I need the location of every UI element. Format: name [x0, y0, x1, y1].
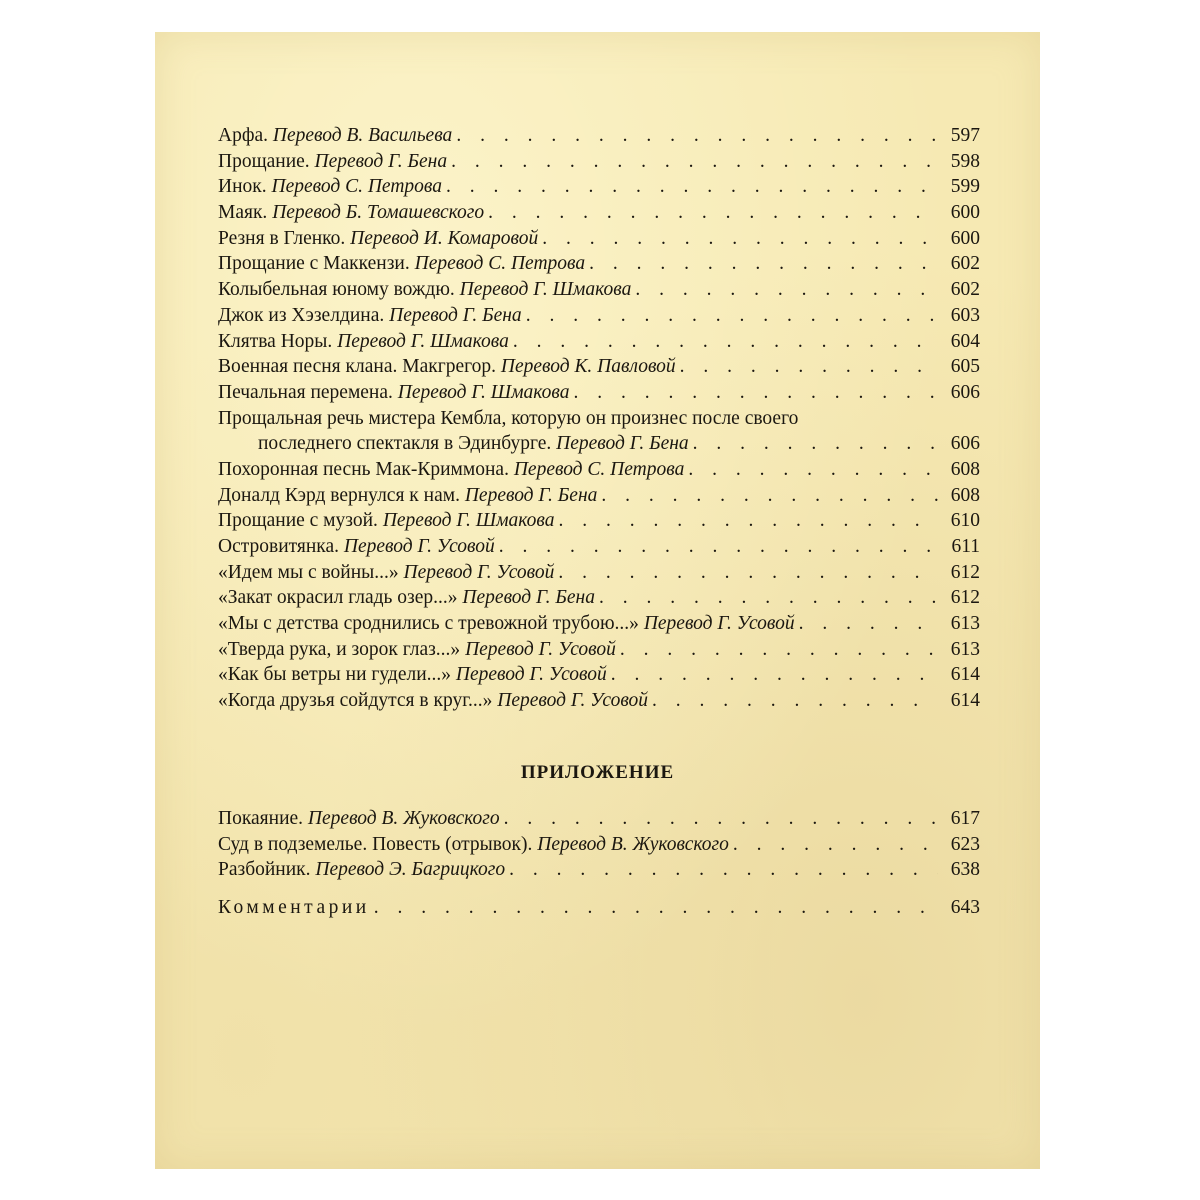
entry-page: 614	[950, 664, 980, 686]
toc-entry	[218, 380, 980, 406]
entry-title: Разбойник.	[218, 859, 311, 881]
entry-page: 602	[950, 253, 980, 275]
entry-page: 612	[950, 587, 980, 609]
entry-page: 610	[950, 510, 980, 532]
entry-translator: Перевод Г. Шмакова	[459, 279, 632, 301]
toc-entry	[218, 200, 980, 226]
entry-page: 643	[950, 897, 980, 919]
dot-leader	[504, 808, 938, 830]
dot-leader	[573, 380, 938, 406]
toc-entry	[218, 406, 980, 457]
toc-entry	[218, 277, 980, 303]
entry-page: 606	[950, 433, 980, 455]
entry-translator: Перевод Г. Шмакова	[382, 510, 555, 532]
toc-entry	[218, 585, 980, 611]
dot-leader	[526, 303, 938, 329]
entry-page: 608	[950, 484, 980, 506]
entry-translator: Перевод Г. Усовой	[497, 690, 649, 712]
entry-translator: Перевод В. Жуковского	[307, 808, 500, 829]
entry-title: Резня в Гленко.	[218, 227, 346, 249]
dot-leader	[599, 585, 938, 611]
toc-entry	[218, 688, 980, 714]
entry-translator: Перевод Э. Багрицкого	[315, 859, 506, 881]
dot-leader	[451, 149, 938, 175]
entry-translator: Перевод Г. Усовой	[643, 613, 795, 635]
entry-title: Суд в подземелье. Повесть (отрывок).	[218, 833, 533, 855]
entry-title: «Идем мы с войны...»	[218, 561, 399, 583]
entry-title: Инок.	[218, 176, 267, 198]
toc-entry	[218, 329, 980, 355]
entry-translator: Перевод Г. Усовой	[455, 664, 607, 686]
dot-leader	[499, 534, 938, 560]
toc-entry	[218, 251, 980, 277]
entry-title-continuation: последнего спектакля в Эдинбурге.	[258, 433, 552, 455]
dot-leader	[635, 277, 938, 303]
toc-entry	[218, 457, 980, 483]
dot-leader	[620, 637, 938, 663]
entry-translator: Перевод Г. Бена	[464, 484, 598, 506]
entry-page: 613	[950, 613, 980, 635]
entry-page: 608	[950, 458, 980, 480]
entry-title: «Как бы ветры ни гудели...»	[218, 664, 452, 686]
entry-page: 623	[950, 833, 980, 855]
appendix-list	[218, 808, 980, 923]
entry-title: Военная песня клана. Макгрегор.	[218, 356, 496, 378]
entry-title: Арфа.	[218, 125, 268, 146]
dot-leader	[688, 457, 938, 483]
entry-page: 611	[951, 536, 980, 557]
entry-translator: Перевод В. Васильева	[272, 125, 453, 146]
dot-leader	[601, 483, 938, 509]
entry-page: 612	[950, 561, 980, 583]
entry-title: Маяк.	[218, 202, 268, 224]
toc-entry	[218, 226, 980, 252]
appendix-heading: ПРИЛОЖЕНИЕ	[520, 762, 675, 783]
entry-translator: Перевод Г. Бена	[462, 587, 595, 609]
entry-page: 604	[950, 330, 980, 352]
entry-page: 614	[950, 690, 980, 712]
dot-leader	[456, 123, 938, 149]
entry-title: «Тверда рука, и зорок глаз...»	[218, 638, 461, 660]
toc-entry	[218, 174, 980, 200]
entry-title: Прощание.	[218, 150, 310, 172]
entry-page: 605	[950, 356, 980, 378]
entry-page: 606	[950, 381, 980, 403]
entry-translator: Перевод Г. Бена	[556, 433, 689, 455]
entry-title: Печальная перемена.	[218, 381, 393, 403]
entry-title: Похоронная песнь Мак-Криммона.	[218, 458, 509, 480]
entry-translator: Перевод Г. Усовой	[343, 536, 495, 557]
entry-translator: Перевод Г. Бена	[314, 150, 448, 172]
dot-leader	[680, 354, 938, 380]
dot-leader	[513, 329, 938, 355]
toc-entry	[218, 303, 980, 329]
dot-leader	[509, 859, 938, 881]
entry-title: Клятва Норы.	[218, 330, 333, 352]
toc-entry	[218, 508, 980, 534]
toc-entry	[218, 834, 980, 860]
dot-leader	[488, 200, 938, 226]
toc-entry	[218, 483, 980, 509]
entry-title: Джок из Хэзелдина.	[218, 304, 385, 326]
entry-page: 613	[950, 638, 980, 660]
entry-page: 603	[950, 304, 980, 326]
dot-leader	[733, 834, 938, 856]
entry-translator: Перевод С. Петрова	[414, 253, 586, 275]
entry-title: «Когда друзья сойдутся в круг...»	[218, 690, 493, 712]
toc-entry	[218, 534, 980, 560]
comments-title: Комментарии	[218, 897, 370, 919]
toc-entry	[218, 611, 980, 637]
dot-leader	[446, 174, 938, 200]
entry-translator: Перевод Г. Усовой	[403, 561, 555, 583]
toc-entry-comments	[218, 897, 980, 923]
entry-translator: Перевод Г. Шмакова	[337, 330, 509, 352]
entry-title: Прощание с музой.	[218, 510, 378, 532]
entry-title: «Закат окрасил гладь озер...»	[218, 587, 458, 609]
entry-page: 638	[950, 859, 980, 881]
entry-page: 600	[950, 227, 980, 249]
entry-page: 598	[950, 150, 980, 172]
dot-leader	[559, 508, 938, 534]
entry-translator: Перевод Б. Томашевского	[272, 202, 485, 224]
entry-page: 599	[950, 176, 980, 198]
dot-leader	[693, 431, 938, 457]
entry-translator: Перевод С. Петрова	[271, 176, 442, 198]
entry-translator: Перевод Г. Шмакова	[397, 381, 570, 403]
toc-entry	[218, 637, 980, 663]
dot-leader	[799, 611, 938, 637]
entry-title: Доналд Кэрд вернулся к нам.	[218, 484, 460, 506]
toc-entry	[218, 123, 980, 149]
entry-title: Покаяние.	[218, 808, 304, 829]
dot-leader	[374, 897, 938, 919]
toc-entry	[218, 560, 980, 586]
toc-entry	[218, 808, 980, 834]
dot-leader	[589, 251, 938, 277]
entry-translator: Перевод Г. Бена	[389, 304, 522, 326]
entry-page: 600	[950, 202, 980, 224]
dot-leader	[652, 688, 938, 714]
toc-entry	[218, 859, 980, 885]
entry-title: Прощальная речь мистера Кембла, которую он произнес после своего	[218, 407, 799, 429]
entry-page: 617	[950, 808, 980, 829]
entry-translator: Перевод Г. Усовой	[465, 638, 616, 660]
toc-entry	[218, 354, 980, 380]
dot-leader	[611, 662, 938, 688]
entry-title: Прощание с Маккензи.	[218, 253, 410, 275]
entry-page: 602	[950, 279, 980, 301]
toc-entry	[218, 149, 980, 175]
entry-title: «Мы с детства сроднились с тревожной трубою...»	[218, 613, 639, 635]
entry-translator: Перевод С. Петрова	[513, 458, 685, 480]
dot-leader	[558, 560, 938, 586]
entry-translator: Перевод В. Жуковского	[537, 833, 729, 855]
entry-translator: Перевод К. Павловой	[500, 356, 676, 378]
entry-title: Колыбельная юному вождю.	[218, 279, 455, 301]
entry-title: Островитянка.	[218, 536, 340, 557]
table-of-contents	[218, 123, 980, 714]
entry-page: 597	[950, 125, 980, 146]
entry-translator: Перевод И. Комаровой	[350, 227, 539, 249]
dot-leader	[542, 226, 938, 252]
toc-entry	[218, 662, 980, 688]
